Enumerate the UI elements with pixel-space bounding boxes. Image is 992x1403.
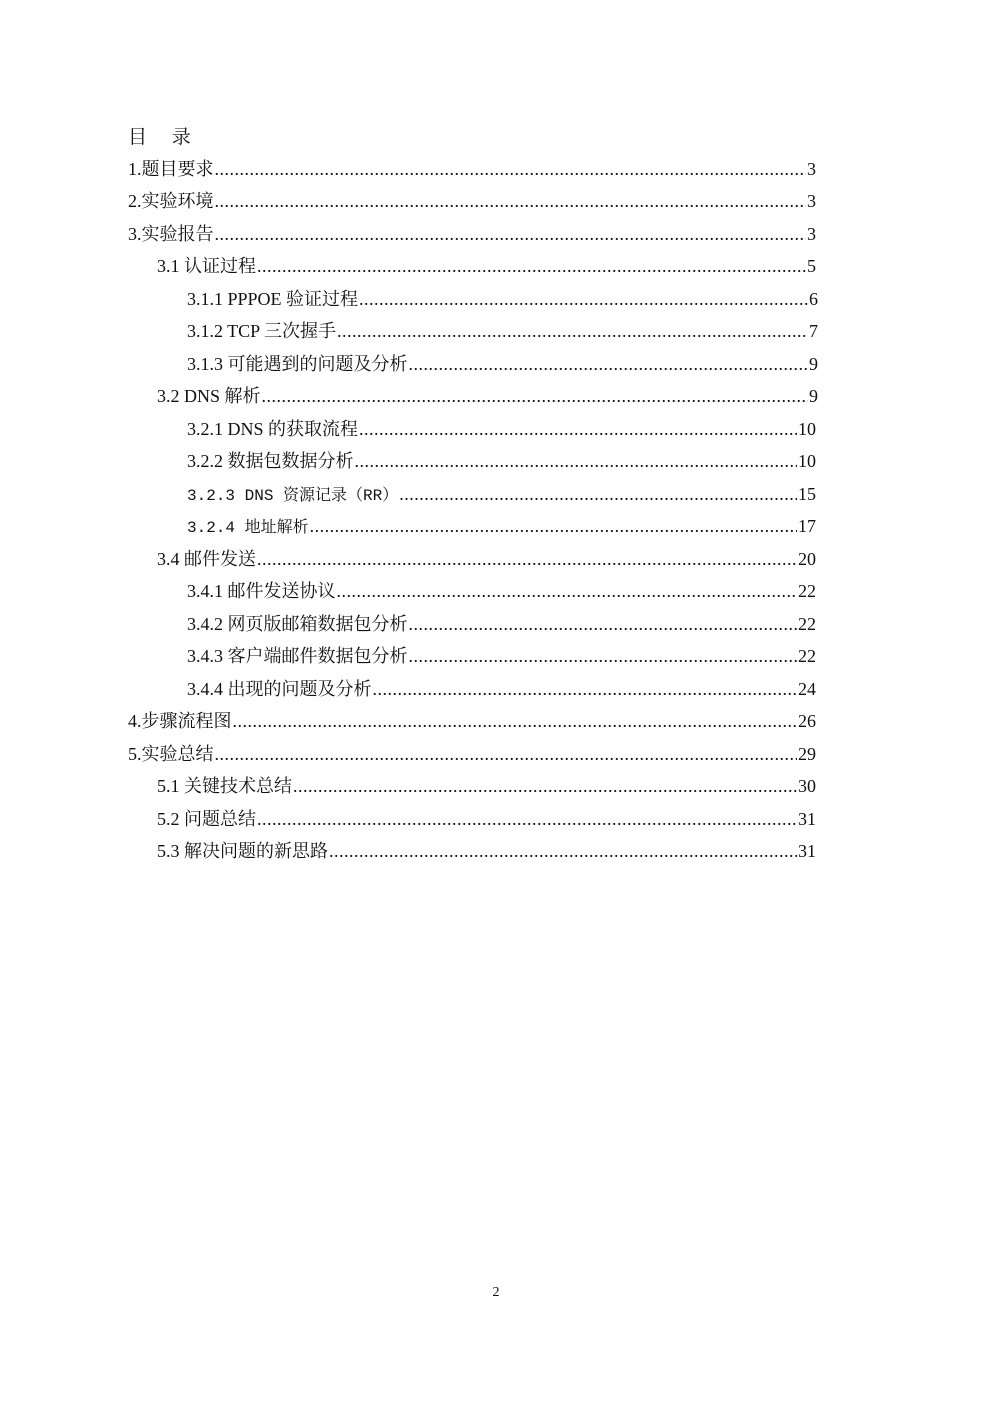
toc-entry[interactable] <box>157 774 816 798</box>
toc-entry-page: 3 <box>807 159 816 179</box>
toc-leader-dots <box>257 807 797 831</box>
toc-leader-dots <box>337 319 808 343</box>
toc-entry-page: 26 <box>798 711 816 731</box>
toc-entry-label: 3.4.2 网页版邮箱数据包分析 <box>187 614 408 634</box>
toc-leader-dots <box>359 287 808 311</box>
toc-entry-label: 5.3 解决问题的新思路 <box>157 841 328 861</box>
toc-entry-label: 3.2.3 DNS 资源记录（RR） <box>187 487 399 505</box>
toc-leader-dots <box>215 742 798 766</box>
toc-entry[interactable] <box>187 644 816 668</box>
toc-leader-dots <box>355 449 798 473</box>
toc-entry-page: 22 <box>798 614 816 634</box>
toc-entry-page: 3 <box>807 191 816 211</box>
toc-entry-label: 3.1 认证过程 <box>157 256 256 276</box>
toc-leader-dots <box>257 254 806 278</box>
toc-entry[interactable] <box>128 709 816 733</box>
toc-entry-page: 30 <box>798 776 816 796</box>
toc-leader-dots <box>215 222 807 246</box>
toc-leader-dots <box>257 547 797 571</box>
toc-entry-page: 22 <box>798 646 816 666</box>
toc-entry[interactable] <box>187 449 816 473</box>
toc-entry[interactable] <box>157 807 816 831</box>
toc-entry-label: 3.1.3 可能遇到的问题及分析 <box>187 354 408 374</box>
toc-entry[interactable] <box>187 417 816 441</box>
toc-entry[interactable] <box>157 839 816 863</box>
toc-entry-page: 24 <box>798 679 816 699</box>
toc-entry-page: 5 <box>807 256 816 276</box>
toc-entry[interactable] <box>187 482 816 506</box>
toc-entry-label: 3.4 邮件发送 <box>157 549 256 569</box>
toc-entry-label: 4.步骤流程图 <box>128 711 232 731</box>
toc-entry-page: 22 <box>798 581 816 601</box>
toc-entry[interactable] <box>128 189 816 213</box>
toc-entry-page: 7 <box>809 321 818 341</box>
toc-entry[interactable] <box>187 612 816 636</box>
toc-entry-label: 3.2 DNS 解析 <box>157 386 261 406</box>
toc-entry-label: 5.2 问题总结 <box>157 809 256 829</box>
toc-entry-label: 3.4.1 邮件发送协议 <box>187 581 336 601</box>
toc-leader-dots <box>293 774 797 798</box>
toc-entry-page: 31 <box>798 841 816 861</box>
toc-entry-page: 29 <box>798 744 816 764</box>
toc-entry-label: 3.2.2 数据包数据分析 <box>187 451 354 471</box>
toc-entry[interactable] <box>128 742 816 766</box>
toc-entry[interactable] <box>187 579 816 603</box>
toc-entry[interactable] <box>157 547 816 571</box>
toc-leader-dots <box>373 677 798 701</box>
toc-entry-label: 3.1.2 TCP 三次握手 <box>187 321 337 341</box>
toc-entry-label: 3.1.1 PPPOE 验证过程 <box>187 289 359 309</box>
toc-entry-page: 15 <box>798 484 816 504</box>
toc-entry-page: 20 <box>798 549 816 569</box>
toc-entry[interactable] <box>128 222 816 246</box>
toc-entry[interactable] <box>187 287 818 311</box>
toc-leader-dots <box>399 482 797 506</box>
toc-entry-label: 3.实验报告 <box>128 224 214 244</box>
toc-entry-label: 5.实验总结 <box>128 744 214 764</box>
toc-leader-dots <box>262 384 808 408</box>
toc-leader-dots <box>337 579 798 603</box>
toc-entry[interactable] <box>128 157 816 181</box>
toc-entry-label: 1.题目要求 <box>128 159 214 179</box>
toc-entry-label: 3.2.4 地址解析 <box>187 519 309 537</box>
toc-entry-page: 9 <box>809 386 818 406</box>
toc-leader-dots <box>409 644 798 668</box>
toc-entry-label: 5.1 关键技术总结 <box>157 776 292 796</box>
page-number: 2 <box>492 1285 500 1300</box>
toc-entry[interactable] <box>157 384 818 408</box>
toc-entry-page: 3 <box>807 224 816 244</box>
toc-entry[interactable] <box>187 352 818 376</box>
toc-entry-page: 17 <box>798 516 816 536</box>
toc-entry-label: 2.实验环境 <box>128 191 214 211</box>
toc-entry[interactable] <box>157 254 816 278</box>
toc-entry-label: 3.4.4 出现的问题及分析 <box>187 679 372 699</box>
toc-leader-dots <box>409 612 798 636</box>
toc-entry-page: 10 <box>798 419 816 439</box>
toc-entry-page: 31 <box>798 809 816 829</box>
toc-leader-dots <box>215 157 807 181</box>
toc-leader-dots <box>215 189 807 213</box>
toc-leader-dots <box>310 514 797 538</box>
toc-entry[interactable] <box>187 514 816 538</box>
toc-title: 目 录 <box>128 127 201 148</box>
toc-entry-label: 3.4.3 客户端邮件数据包分析 <box>187 646 408 666</box>
toc-leader-dots <box>359 417 797 441</box>
toc-entry[interactable] <box>187 319 818 343</box>
toc-leader-dots <box>409 352 809 376</box>
toc-entry[interactable] <box>187 677 816 701</box>
toc-leader-dots <box>233 709 798 733</box>
toc-entry-label: 3.2.1 DNS 的获取流程 <box>187 419 359 439</box>
toc-leader-dots <box>329 839 797 863</box>
toc-entry-page: 10 <box>798 451 816 471</box>
toc-entry-page: 6 <box>809 289 818 309</box>
toc-entry-page: 9 <box>809 354 818 374</box>
